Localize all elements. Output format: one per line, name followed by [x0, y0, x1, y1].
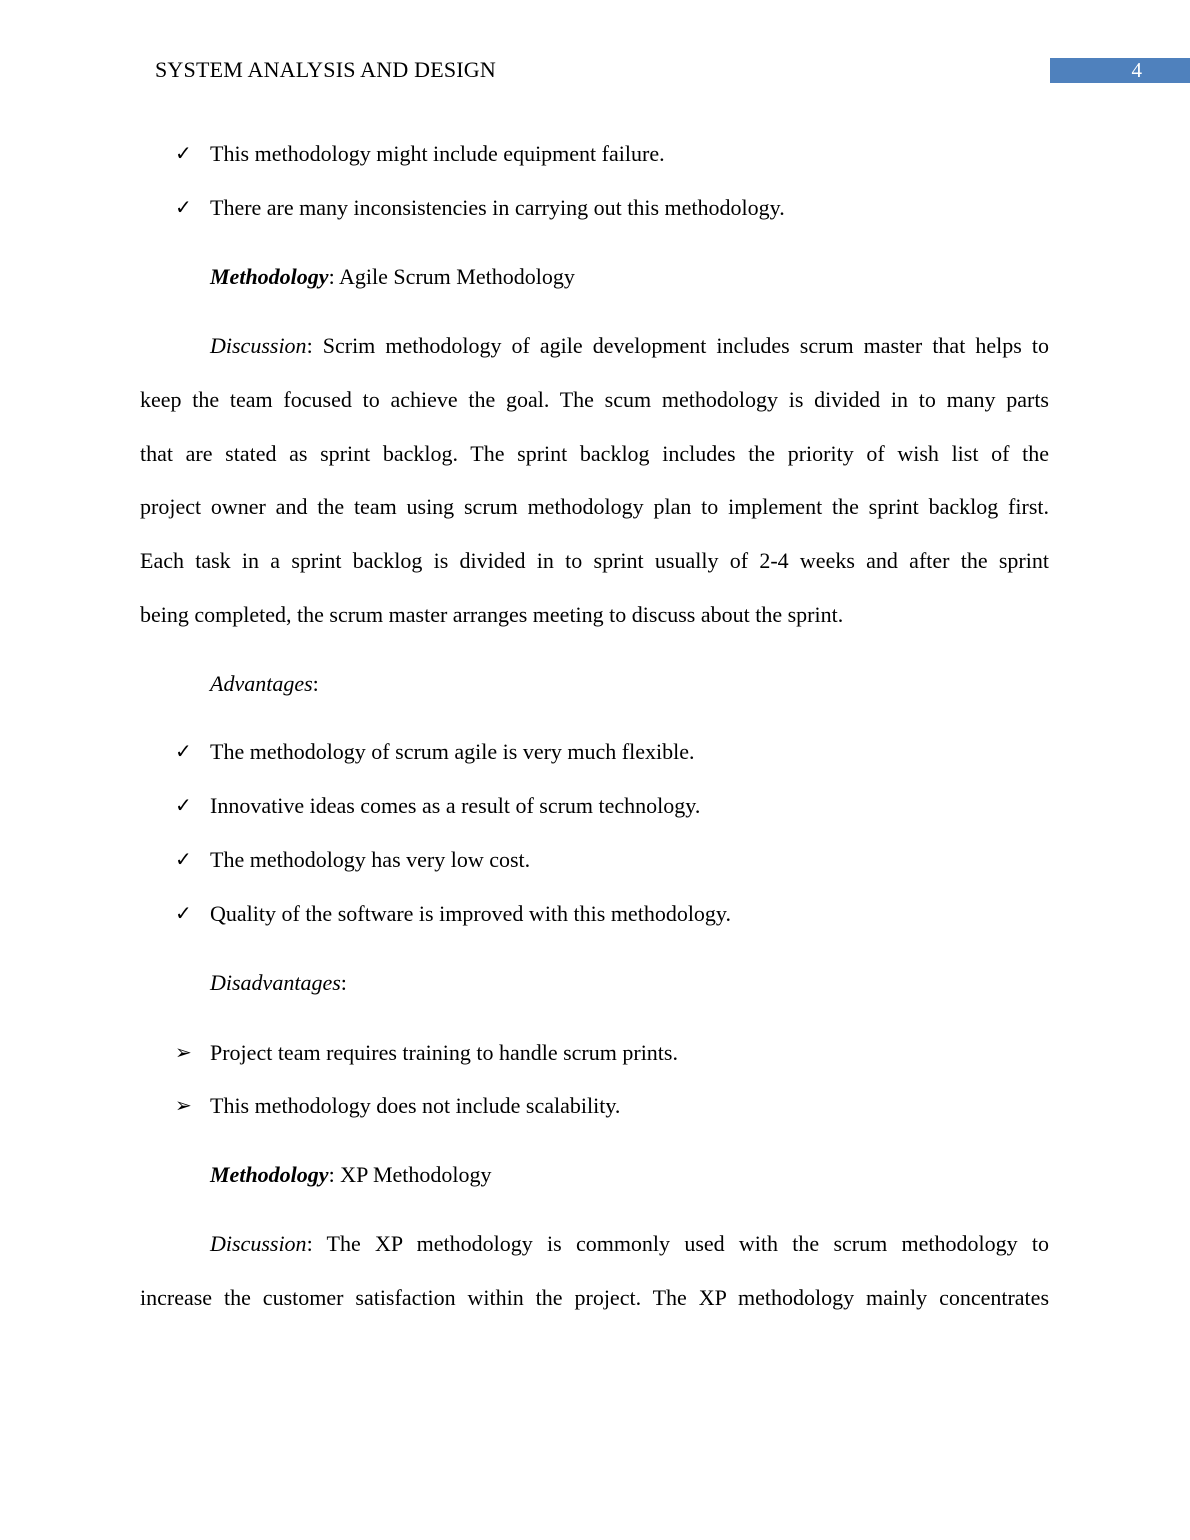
discussion-paragraph-line: Discussion: The XP methodology is commonly used with the scrum methodology to	[210, 1231, 1049, 1256]
methodology-label: Methodology	[210, 264, 329, 289]
discussion-paragraph-line: keep the team focused to achieve the goal. The scum methodology is divided in to many parts	[140, 387, 1049, 412]
discussion-label: Discussion	[210, 333, 307, 358]
page-number-badge: 4	[1050, 58, 1190, 83]
disadvantages-label: Disadvantages	[210, 970, 341, 995]
list-item: Innovative ideas comes as a result of scrum technology.	[210, 793, 701, 818]
advantages-label: Advantages	[210, 671, 313, 696]
list-item: This methodology does not include scalability.	[210, 1093, 621, 1118]
methodology-heading	[210, 1161, 492, 1189]
list-item: Project team requires training to handle scrum prints.	[210, 1040, 678, 1065]
discussion-paragraph-line: increase the customer satisfaction within the project. The XP methodology mainly concentrates	[140, 1285, 1049, 1310]
check-bullet-icon: ✓	[175, 849, 192, 871]
discussion-paragraph-line: being completed, the scrum master arranges meeting to discuss about the sprint.	[140, 602, 844, 627]
check-bullet-icon: ✓	[175, 795, 192, 817]
methodology-value: : XP Methodology	[328, 1162, 492, 1187]
running-header-title: SYSTEM ANALYSIS AND DESIGN	[155, 57, 496, 82]
advantages-heading: Advantages:	[210, 671, 319, 696]
check-bullet-icon: ✓	[175, 903, 192, 925]
discussion-paragraph-line: that are stated as sprint backlog. The sprint backlog includes the priority of wish list of the	[140, 441, 1049, 466]
discussion-paragraph-line: Discussion: Scrim methodology of agile development includes scrum master that helps to	[210, 333, 1049, 358]
discussion-paragraph-line: project owner and the team using scrum methodology plan to implement the sprint backlog first.	[140, 494, 1049, 519]
list-item: The methodology of scrum agile is very much flexible.	[210, 739, 695, 764]
check-bullet-icon: ✓	[175, 143, 192, 165]
discussion-paragraph-line: Each task in a sprint backlog is divided in to sprint usually of 2-4 weeks and after the sprint	[140, 548, 1049, 573]
arrow-bullet-icon: ➢	[175, 1095, 192, 1117]
methodology-label: Methodology	[210, 1162, 329, 1187]
disadvantages-heading: Disadvantages:	[210, 970, 347, 995]
list-item: Quality of the software is improved with this methodology.	[210, 901, 731, 926]
arrow-bullet-icon: ➢	[175, 1042, 192, 1064]
methodology-heading	[210, 263, 575, 291]
discussion-label: Discussion	[210, 1231, 307, 1256]
check-bullet-icon: ✓	[175, 741, 192, 763]
check-bullet-icon: ✓	[175, 197, 192, 219]
methodology-value: : Agile Scrum Methodology	[328, 264, 575, 289]
list-item: This methodology might include equipment failure.	[210, 141, 665, 166]
list-item: The methodology has very low cost.	[210, 847, 531, 872]
list-item: There are many inconsistencies in carrying out this methodology.	[210, 195, 785, 220]
